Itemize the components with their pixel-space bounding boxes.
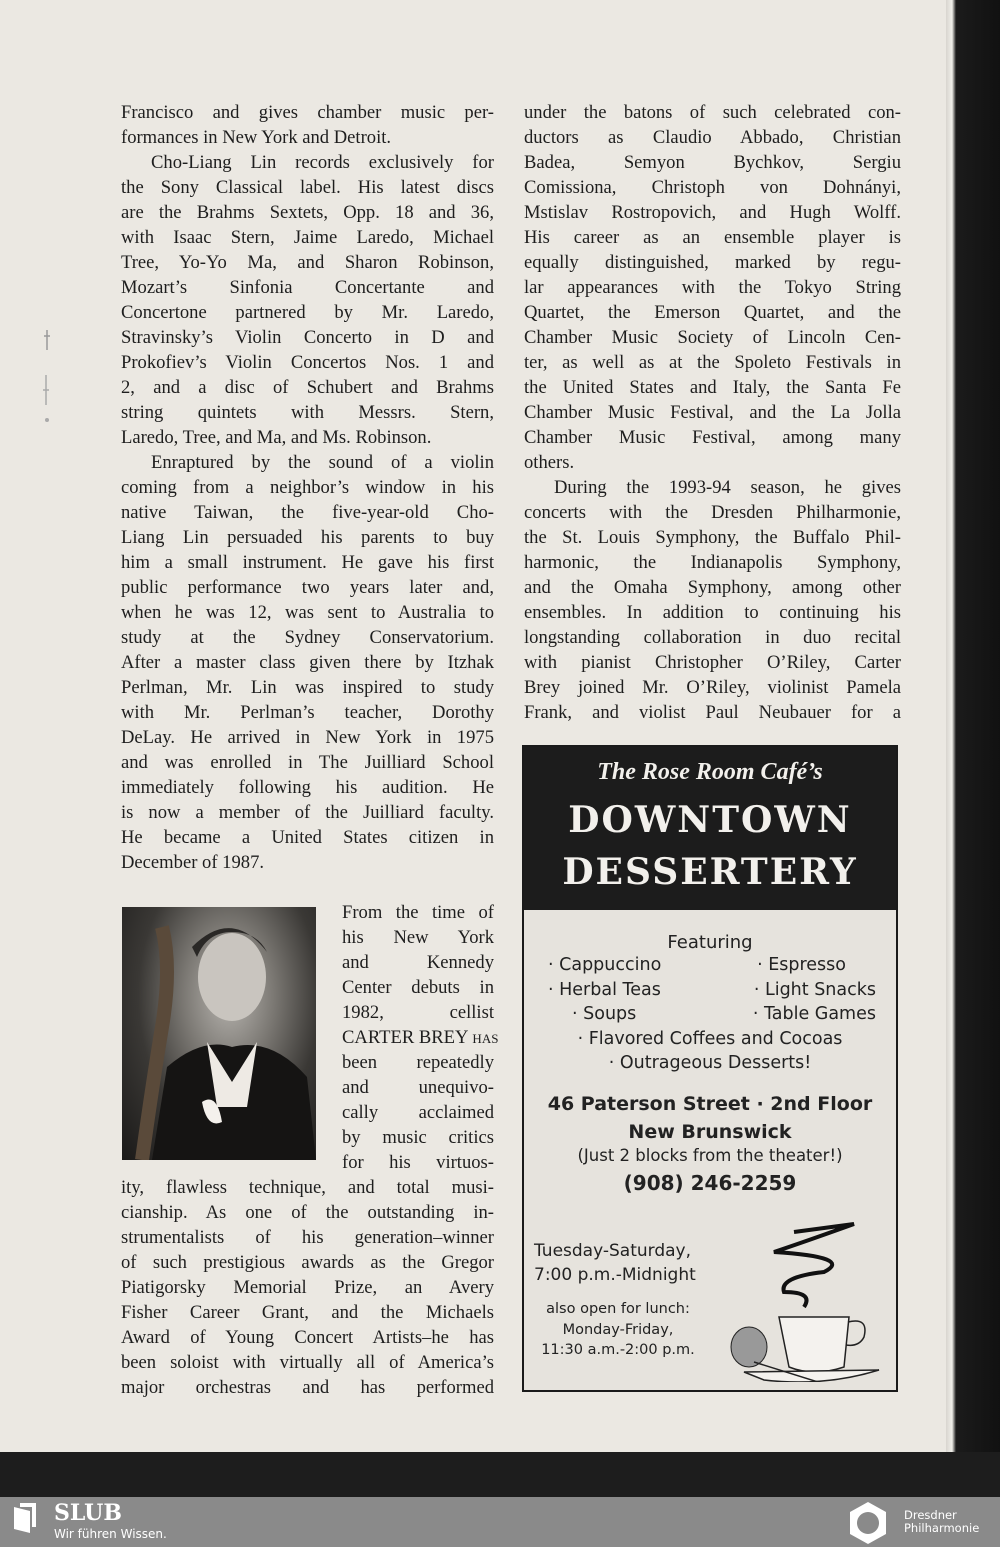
text-line: formances in New York and Detroit. (121, 127, 392, 148)
ad-hours-time: 7:00 p.m.-Midnight (534, 1265, 696, 1285)
text-line: the United States and Italy, the Santa Fe (524, 377, 901, 398)
text-line: Chamber Music Festival, and the La Jolla (524, 402, 901, 423)
partner-name-line1: Dresdner (904, 1508, 957, 1522)
text-line: study at the Sydney Conservatorium. (121, 627, 494, 648)
text-line: longstanding collaboration in duo recital (524, 627, 901, 648)
text-line: Prokofiev’s Violin Concertos Nos. 1 and (121, 352, 494, 373)
right-column (524, 100, 901, 725)
text-line: ductors as Claudio Abbado, Christian (524, 127, 901, 148)
text-line: cally acclaimed (342, 1102, 494, 1123)
partner-name-line2: Philharmonie (904, 1521, 980, 1535)
text-line: are the Brahms Sextets, Opp. 18 and 36, (121, 202, 494, 223)
text-line: others. (524, 452, 575, 473)
ad-note: (Just 2 blocks from the theater!) (577, 1145, 843, 1165)
text-line: 2, and a disc of Schubert and Brahms (121, 377, 494, 398)
text-line: equally distinguished, marked by regu- (524, 252, 901, 273)
ad-item: · Flavored Coffees and Cocoas (577, 1028, 843, 1049)
left-column (121, 100, 494, 875)
text-line: native Taiwan, the five-year-old Cho- (121, 502, 494, 523)
text-line: with pianist Christopher O’Riley, Carter (524, 652, 901, 673)
text-line: him a small instrument. He gave his first (121, 552, 494, 573)
text-line: Perlman, Mr. Lin was inspired to study (121, 677, 494, 698)
text-line: his New York (342, 927, 494, 948)
text-line: Laredo, Tree, and Ma, and Ms. Robinson. (121, 427, 432, 448)
dresdner-philharmonie-logo-text (904, 1509, 979, 1535)
text-line: Stravinsky’s Violin Concerto in D and (121, 327, 494, 348)
dresdner-philharmonie-logo-icon (846, 1501, 890, 1545)
ad-header (524, 747, 896, 910)
text-line: lar appearances with the Tokyo String (524, 277, 901, 298)
text-line: DeLay. He arrived in New York in 1975 (121, 727, 494, 748)
text-line: He became a United States citizen in (121, 827, 494, 848)
text-line: ter, as well as at the Spoleto Festivals in (524, 352, 901, 373)
text-line: and unequivo- (342, 1077, 494, 1098)
text-line: the St. Louis Symphony, the Buffalo Phil- (524, 527, 901, 548)
text-line: Concertone partnered by Mr. Laredo, (121, 302, 494, 323)
left-column-continued (121, 1175, 494, 1400)
text-line: coming from a neighbor’s window in his (121, 477, 494, 498)
ad-title-line1: DOWNTOWN (568, 799, 852, 841)
page-edge (946, 0, 1000, 1497)
carter-brey-photo (122, 907, 316, 1160)
ad-item: · Light Snacks (753, 979, 876, 1000)
text-line: immediately following his audition. He (121, 777, 494, 798)
text-line: public performance two years later and, (121, 577, 494, 598)
text-line: Chamber Music Society of Lincoln Cen- (524, 327, 901, 348)
text-line: Tree, Yo-Yo Ma, and Sharon Robinson, (121, 252, 494, 273)
ad-hours (534, 1239, 696, 1287)
footer-bar (0, 1497, 1000, 1547)
text-line: with Mr. Perlman’s teacher, Dorothy (121, 702, 494, 723)
text-line: Center debuts in (342, 977, 494, 998)
ad-address: 46 Paterson Street · 2nd Floor (547, 1092, 873, 1115)
ad-item: · Soups (572, 1004, 637, 1024)
coffee-cup-rose-icon (724, 1222, 884, 1382)
text-line: From the time of (342, 902, 494, 923)
text-line: concerts with the Dresden Philharmonie, (524, 502, 901, 523)
text-line: and the Omaha Symphony, among other (524, 577, 901, 598)
left-column-wrapped-text (342, 900, 499, 1175)
text-line: for his virtuos- (342, 1152, 494, 1173)
ad-item: · Cappuccino (548, 955, 662, 975)
text-line: been repeatedly (342, 1052, 494, 1073)
ad-hours-days: Tuesday-Saturday, (534, 1241, 692, 1261)
text-line: of such prestigious awards as the Gregor (121, 1252, 494, 1273)
ad-item: · Outrageous Desserts! (608, 1053, 812, 1073)
text-line: major orchestras and has performed (121, 1377, 494, 1398)
text-line: ensembles. In addition to continuing his (524, 602, 901, 623)
text-line: During the 1993-94 season, he gives (554, 477, 901, 498)
text-line: Fisher Career Grant, and the Michaels (121, 1302, 494, 1323)
text-line: and Kennedy (342, 952, 494, 973)
text-line: under the batons of such celebrated con- (524, 102, 901, 123)
ad-title-line2: DESSERTERY (562, 851, 858, 893)
ad-phone: (908) 246-2259 (623, 1170, 797, 1195)
ad-subtitle: The Rose Room Café’s (597, 759, 823, 785)
text-line: and was enrolled in The Juilliard School (121, 752, 494, 773)
text-line: December of 1987. (121, 852, 265, 873)
text-line: cianship. As one of the outstanding in- (121, 1202, 494, 1223)
text-line: Liang Lin persuaded his parents to buy (121, 527, 494, 548)
text-line: Piatigorsky Memorial Prize, an Avery (121, 1277, 494, 1298)
margin-marks (40, 330, 54, 450)
scan-background (0, 1452, 1000, 1497)
text-line: Mozart’s Sinfonia Concertante and (121, 277, 494, 298)
text-line: strumentalists of his generation–winner (121, 1227, 494, 1248)
text-line: Award of Young Concert Artists–he has (121, 1327, 494, 1348)
text-line: Frank, and violist Paul Neubauer for a (524, 702, 901, 723)
text-line: when he was 12, was sent to Australia to (121, 602, 494, 623)
text-line: been soloist with virtually all of America’s (121, 1352, 494, 1373)
text-line: Badea, Semyon Bychkov, Sergiu (524, 152, 901, 173)
text-line: His career as an ensemble player is (524, 227, 901, 248)
ad-lunch-label: also open for lunch: (546, 1301, 690, 1317)
text-line: is now a member of the Juilliard faculty. (121, 802, 494, 823)
ad-item: · Table Games (752, 1004, 876, 1024)
text-line: Enraptured by the sound of a violin (151, 452, 494, 473)
text-line: Mstislav Rostropovich, and Hugh Wolff. (524, 202, 901, 223)
text-line: After a master class given there by Itzhak (121, 652, 494, 673)
ad-lunch-time: 11:30 a.m.-2:00 p.m. (541, 1342, 695, 1358)
ad-item: · Herbal Teas (548, 979, 661, 1000)
text-line: ity, flawless technique, and total musi- (121, 1177, 494, 1198)
text-line: string quintets with Messrs. Stern, (121, 402, 494, 423)
ad-lunch-days: Monday-Friday, (562, 1321, 674, 1338)
text-line: 1982, cellist (342, 1002, 494, 1023)
text-line: by music critics (342, 1127, 494, 1148)
text-line: Quartet, the Emerson Quartet, and the (524, 302, 901, 323)
ad-lunch-hours (538, 1299, 698, 1361)
text-line: Comissiona, Christoph von Dohnányi, (524, 177, 901, 198)
text-line: Chamber Music Festival, among many (524, 427, 901, 448)
ad-city: New Brunswick (628, 1120, 792, 1143)
text-line: with Isaac Stern, Jaime Laredo, Michael (121, 227, 494, 248)
slub-logo-text: SLUB (54, 1500, 122, 1526)
slub-tagline: Wir führen Wissen. (54, 1527, 167, 1541)
text-line: Brey joined Mr. O’Riley, violinist Pamela (524, 677, 901, 698)
cafe-advertisement (522, 745, 898, 1392)
text-line: Cho-Liang Lin records exclusively for (151, 152, 494, 173)
ad-featuring-label: Featuring (667, 932, 753, 953)
ad-item: · Espresso (757, 955, 846, 975)
text-line: Francisco and gives chamber music per- (121, 102, 494, 123)
text-line: the Sony Classical label. His latest discs (121, 177, 494, 198)
text-line: CARTER BREY has (342, 1027, 499, 1048)
text-line: harmonic, the Indianapolis Symphony, (524, 552, 901, 573)
slub-book-icon (12, 1503, 38, 1533)
